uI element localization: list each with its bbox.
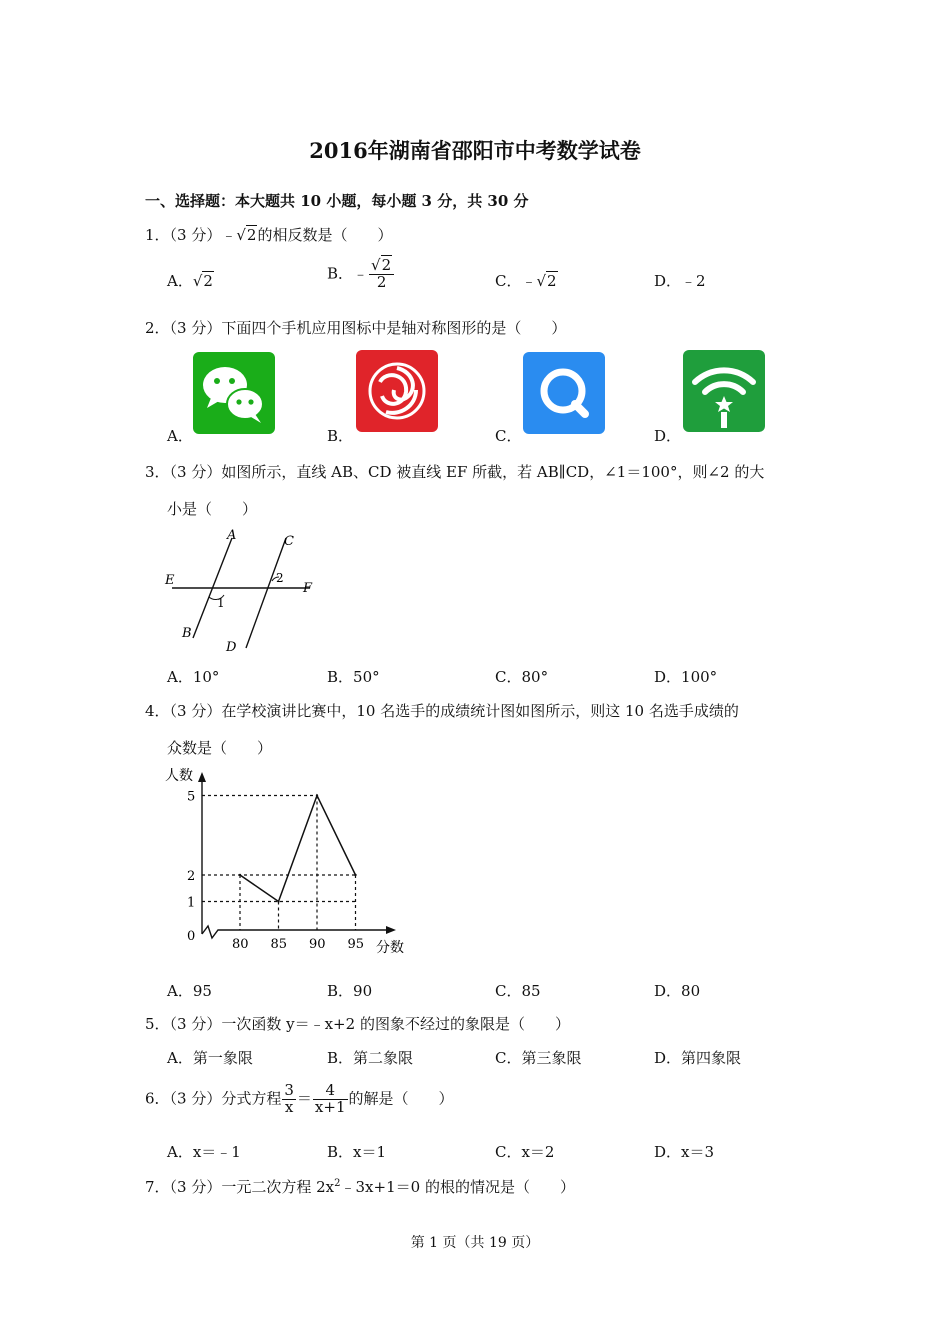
y-axis-label: 人数 [165, 768, 193, 784]
y-axis-arrow [198, 772, 206, 782]
data-point-80 [239, 874, 241, 876]
section-heading: 一、选择题：本大题共 10 小题，每小题 3 分，共 30 分 [145, 192, 529, 210]
page-title: 2016年湖南省邵阳市中考数学试卷 [309, 138, 641, 163]
y-tick-label-2: 2 [187, 869, 196, 884]
q3-option-b[interactable]: B．50° [327, 668, 380, 686]
parallel-lines-figure [160, 525, 330, 660]
q4-option-d[interactable]: D．80 [654, 982, 701, 1000]
question-5-stem: 5．（3 分）一次函数 y＝﹣x+2 的图象不经过的象限是（ ） [145, 1015, 570, 1033]
question-2-stem: 2．（3 分）下面四个手机应用图标中是轴对称图形的是（ ） [145, 319, 567, 337]
q5-option-d[interactable]: D．第四象限 [654, 1049, 742, 1067]
question-4-stem-line2: 众数是（ ） [167, 739, 273, 757]
data-point-90 [316, 794, 318, 796]
label-e: E [165, 573, 175, 588]
x-tick-label-80: 80 [232, 937, 249, 952]
q3-option-a[interactable]: A．10° [167, 668, 220, 686]
q5-option-c[interactable]: C．第三象限 [495, 1049, 582, 1067]
label-a: A [227, 528, 237, 543]
wechat-icon [193, 352, 275, 434]
q2-option-b[interactable]: B． [327, 427, 354, 445]
q3-option-c[interactable]: C．80° [495, 668, 549, 686]
x-axis-label: 分数 [376, 940, 404, 956]
q1-option-d[interactable]: D．﹣2 [654, 272, 706, 290]
q1-option-a[interactable]: A．√2 [167, 272, 213, 290]
q4-option-a[interactable]: A．95 [167, 982, 212, 1000]
page-footer: 第 1 页（共 19 页） [410, 1235, 540, 1251]
question-6-stem: 6．（3 分）分式方程 $\frac{3}{x}$ ＝ $\frac{4}{x+1}$ 的解是（ ） [145, 1081, 454, 1116]
label-f: F [303, 581, 313, 596]
line-cd [246, 538, 286, 648]
label-angle-1: 1 [217, 596, 225, 610]
q6-option-d[interactable]: D．x＝3 [654, 1143, 715, 1161]
q2-option-d[interactable]: D． [654, 427, 682, 445]
label-c: C [284, 534, 294, 549]
series-line [240, 796, 356, 902]
x-tick-label-90: 90 [309, 937, 326, 952]
q1-option-b[interactable]: B．﹣ $\frac{√2}{2}$ [327, 258, 395, 291]
q4-option-c[interactable]: C．85 [495, 982, 541, 1000]
q6-option-b[interactable]: B．x＝1 [327, 1143, 387, 1161]
fraction-4-over-x-plus-1: $\frac{4}{x+1}$ [314, 1081, 346, 1116]
label-d: D [226, 640, 237, 655]
x-axis-arrow [386, 926, 396, 934]
question-3-stem-line2: 小是（ ） [167, 500, 258, 518]
q1-option-c[interactable]: C．﹣√2 [495, 272, 557, 290]
search-app-icon [523, 352, 605, 434]
score-line-chart [160, 762, 420, 962]
y-tick-label-5: 5 [187, 789, 196, 805]
question-3-stem-line1: 3．（3 分）如图所示，直线 AB、CD 被直线 EF 所截，若 AB∥CD，∠1＝100°，则∠2 的大 [145, 463, 765, 481]
origin-label: 0 [187, 929, 196, 944]
sqrt-symbol: √2 [236, 226, 257, 244]
fraction-3-over-x: $\frac{3}{x}$ [284, 1081, 294, 1116]
q6-option-c[interactable]: C．x＝2 [495, 1143, 555, 1161]
x-tick-label-95: 95 [347, 937, 365, 952]
q2-option-a[interactable]: A． [167, 427, 193, 445]
data-point-95 [354, 874, 356, 876]
question-4-stem-line1: 4．（3 分）在学校演讲比赛中，10 名选手的成绩统计图如图所示，则这 10 名选手成绩的 [145, 702, 739, 720]
q5-option-b[interactable]: B．第二象限 [327, 1049, 414, 1067]
question-7-stem: 7．（3 分）一元二次方程 $2x^2﹣3x+1=0$ 的根的情况是（ ） [145, 1178, 575, 1196]
data-point-85 [277, 900, 279, 902]
q3-option-d[interactable]: D．100° [654, 668, 718, 686]
y-tick-label-1: 1 [187, 895, 196, 911]
q6-option-a[interactable]: A．x＝﹣1 [167, 1143, 241, 1161]
label-angle-2: 2 [276, 571, 284, 585]
q4-option-b[interactable]: B．90 [327, 982, 373, 1000]
x-tick-label-85: 85 [270, 937, 288, 952]
q2-option-c[interactable]: C． [495, 427, 522, 445]
ifeng-icon [356, 350, 438, 432]
question-1-stem: 1．（3 分）﹣√2的相反数是（ ） [145, 226, 393, 244]
q5-option-a[interactable]: A．第一象限 [167, 1049, 253, 1067]
label-b: B [182, 626, 192, 641]
wifi-icon [683, 350, 765, 432]
